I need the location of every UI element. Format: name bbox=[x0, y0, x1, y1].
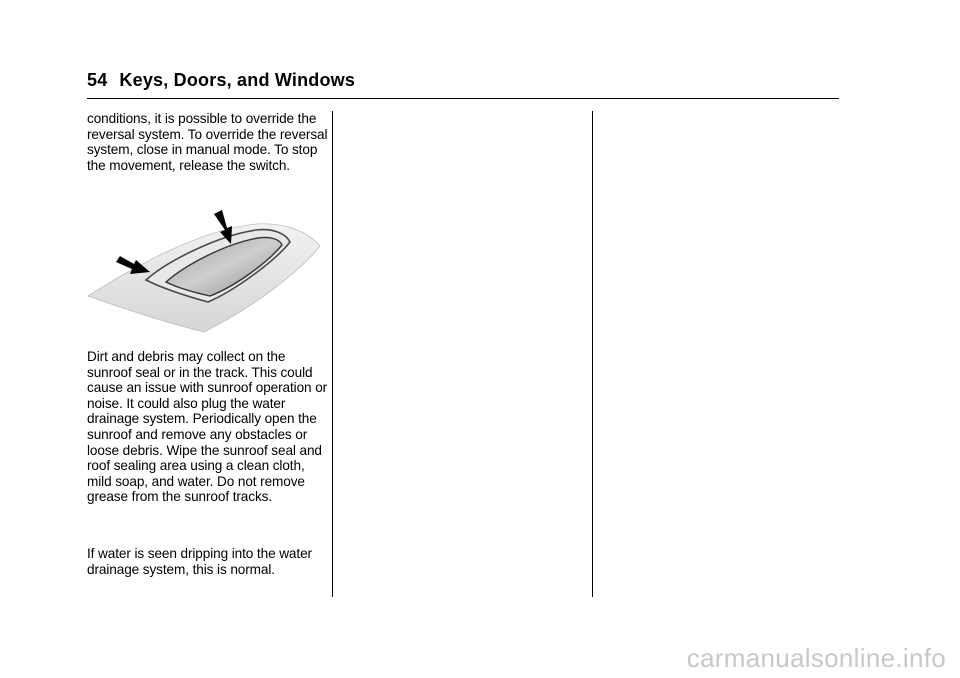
sunroof-illustration-icon bbox=[86, 210, 322, 334]
paragraph-reversal-override: conditions, it is possible to override the reversal system. To override the reversal system, close in manual mode. To stop the movement, release the switch. bbox=[87, 111, 328, 173]
page-number: 54 bbox=[87, 70, 108, 90]
column-divider bbox=[332, 111, 333, 597]
paragraph-maintenance: Dirt and debris may collect on the sunroof seal or in the track. This could cause an issue with sunroof operation or noise. It could also plug the water drainage system. Periodically open the sunroof and remove any obstacles or loose debris. Wipe the sunroof seal and roof sealing area using a clean cloth, mild soap, and water. Do not remove grease from the sunroof tracks. bbox=[87, 349, 328, 505]
section-title: Keys, Doors, and Windows bbox=[119, 70, 356, 90]
column-divider bbox=[592, 111, 593, 597]
watermark: carmanualsonline.info bbox=[686, 643, 946, 673]
header-rule bbox=[87, 98, 839, 99]
paragraph-drainage: If water is seen dripping into the water drainage system, this is normal. bbox=[87, 546, 312, 577]
page-header bbox=[87, 70, 355, 91]
